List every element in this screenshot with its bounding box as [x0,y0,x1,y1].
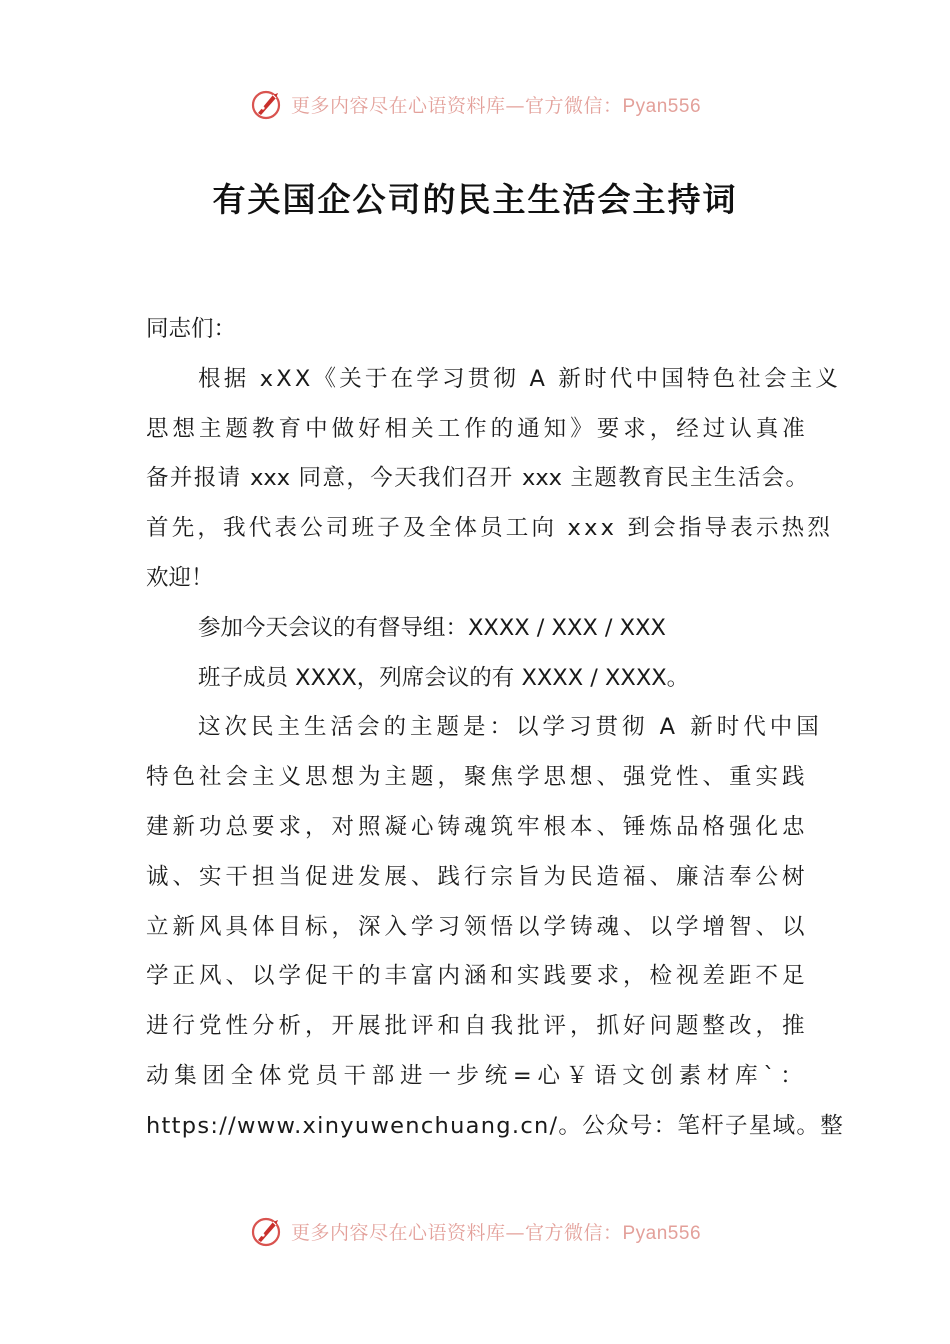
paragraph-4-line-6: 学正风、以学促干的丰富内涵和实践要求，检视差距不足 [146,963,809,990]
paragraph-4-line-9: https://www.xinyuwenchuang.cn/。公众号：笔杆子星域。整 [146,1112,845,1139]
paragraph-4-line-8: 动集团全体党员干部进一步统=心￥语文创素材库`： [146,1062,808,1089]
watermark-wechat-id: Pyan556 [622,95,702,117]
salutation: 同志们： [146,316,237,342]
paragraph-1-line-1: 根据 xXX《关于在学习贯彻 A 新时代中国特色社会主义 [198,365,842,392]
paragraph-1-line-2: 思想主题教育中做好相关工作的通知》要求，经过认真准 [146,415,808,442]
watermark-text: 更多内容尽在心语资料库—官方微信： [290,1221,623,1244]
pen-nib-logo-icon [249,86,285,122]
paragraph-4-line-1: 这次民主生活会的主题是：以学习贯彻 A 新时代中国 [198,714,823,741]
watermark-wechat-id: Pyan556 [622,1222,702,1244]
paragraph-4-line-2: 特色社会主义思想为主题，聚焦学思想、强党性、重实践 [146,764,809,791]
paragraph-1-line-5: 欢迎！ [146,564,214,591]
paragraph-4-line-5: 立新风具体目标，深入学习领悟以学铸魂、以学增智、以 [146,913,809,940]
paragraph-1-line-4: 首先，我代表公司班子及全体员工向 xxx 到会指导表示热烈 [146,515,834,542]
document-body [146,305,845,1152]
paragraph-4-line-3: 建新功总要求，对照凝心铸魂筑牢根本、锤炼品格强化忠 [146,813,809,840]
paragraph-2: 参加今天会议的有督导组：XXXX / XXX / XXX [198,614,666,641]
paragraph-4-line-7: 进行党性分析，开展批评和自我批评，抓好问题整改，推 [146,1013,809,1040]
footer-watermark [0,1211,950,1251]
watermark-text: 更多内容尽在心语资料库—官方微信： [290,94,623,117]
paragraph-3: 班子成员 XXXX，列席会议的有 XXXX / XXXX。 [198,664,690,691]
header-watermark [0,84,950,124]
paragraph-1-line-3: 备并报请 xxx 同意，今天我们召开 xxx 主题教育民主生活会。 [146,465,808,492]
pen-nib-logo-icon [249,1213,285,1249]
document-title: 有关国企公司的民主生活会主持词 [212,180,738,219]
paragraph-4-line-4: 诚、实干担当促进发展、践行宗旨为民造福、廉洁奉公树 [146,863,809,890]
